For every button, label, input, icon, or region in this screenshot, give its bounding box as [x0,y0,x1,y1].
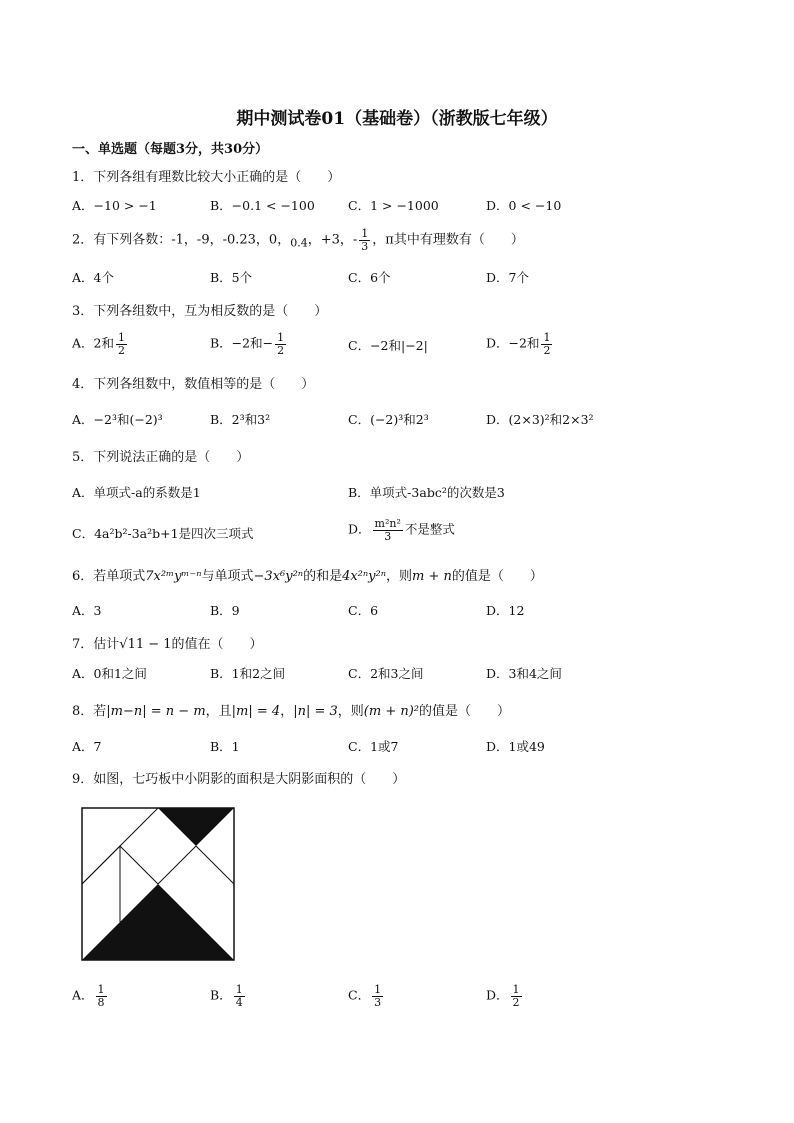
option-d: D．0 < −10 [486,198,562,213]
option-a: A．−10 > −1 [72,198,157,213]
repeating-decimal: 0.4 [290,236,308,250]
question-6-options [72,601,732,623]
question-2-text-d: ，π其中有理数有（ ） [372,232,524,248]
question-7-options [72,664,732,686]
question-2-text-a: 2．有下列各数：-1，-9，-0.23，0， [72,232,291,248]
option-c: C．6个 [348,270,391,285]
option-d: D． $\frac{\text{m²n²}}{3}$ 不是整式 [348,517,455,543]
option-a: A．4个 [72,270,114,285]
root-expression: √11 − 1 [119,637,172,652]
question-5-options-row1 [72,483,732,505]
question-3-options [72,331,732,357]
option-c: C．−2和|−2| [348,338,428,353]
option-b: B．单项式-3abc²的次数是3 [348,485,505,500]
option-a: A．3 [72,603,102,618]
question-2 [72,228,524,252]
option-b: B．9 [210,603,240,618]
question-3: 3．下列各组数中，互为相反数的是（ ） [72,304,328,319]
question-1: 1．下列各组有理数比较大小正确的是（ ） [72,170,341,185]
section-heading: 一、单选题（每题3分，共30分） [72,142,269,157]
option-c: C．2和3之间 [348,666,424,681]
option-b: B．−2和− $\frac{1}{2}$ [210,331,285,357]
option-d: D．7个 [486,270,529,285]
fraction: $\frac{1}{3}$ [361,227,369,253]
question-5: 5．下列说法正确的是（ ） [72,450,250,465]
sum-expression: m + n [412,569,452,584]
option-b: B．1和2之间 [210,666,286,681]
question-2-text-c: ，+3，- [307,232,358,248]
question-6: 6．若单项式7x²ᵐyᵐ⁻ⁿ与单项式−3x⁶y²ⁿ的和是4x²ⁿy²ⁿ，则m + n的值是（ ） [72,569,543,584]
option-d: D．(2×3)²和2×3² [486,412,594,427]
option-d: D． $\frac{1}{2}$ [486,983,520,1009]
question-5-options-row2 [72,518,732,550]
option-d: D．−2和 $\frac{1}{2}$ [486,331,551,357]
monomial-2: −3x⁶y²ⁿ [253,569,304,584]
option-d: D．1或49 [486,739,545,754]
option-a: A．7 [72,739,102,754]
option-b: B．−0.1 < −100 [210,198,315,213]
option-b: B．1 [210,739,240,754]
question-4: 4．下列各组数中，数值相等的是（ ） [72,377,315,392]
option-a: A．单项式-a的系数是1 [72,485,201,500]
option-c: C．6 [348,603,379,618]
option-a: A． $\frac{1}{8}$ [72,983,105,1009]
monomial-1: 7x²ᵐyᵐ⁻ⁿ [145,569,202,584]
question-9-options [72,984,732,1016]
question-8: 8．若|m−n| = n − m，且|m| = 4，|n| = 3，则(m + n)²的值是（ ） [72,704,511,719]
question-8-options [72,737,732,759]
question-4-options [72,410,732,432]
option-c: C．4a²b²-3a²b+1是四次三项式 [72,526,254,541]
tangram-figure [80,806,236,962]
option-a: A．−2³和(−2)³ [72,412,163,427]
option-c: C．(−2)³和2³ [348,412,429,427]
option-b: B． $\frac{1}{4}$ [210,983,243,1009]
question-9: 9．如图，七巧板中小阴影的面积是大阴影面积的（ ） [72,772,406,787]
option-b: B．5个 [210,270,253,285]
option-d: D．3和4之间 [486,666,562,681]
option-a: A．2和 $\frac{1}{2}$ [72,331,125,357]
question-7: 7．估计√11 − 1的值在（ ） [72,637,263,652]
page-title: 期中测试卷01（基础卷）（浙教版七年级） [236,109,558,129]
option-a: A．0和1之间 [72,666,147,681]
question-2-options [72,268,732,290]
option-c: C．1 > −1000 [348,198,439,213]
option-d: D．12 [486,603,525,618]
monomial-3: 4x²ⁿy²ⁿ [342,569,386,584]
option-c: C．1或7 [348,739,399,754]
option-b: B．2³和3² [210,412,271,427]
option-c: C． $\frac{1}{3}$ [348,983,382,1009]
question-1-options [72,196,732,218]
